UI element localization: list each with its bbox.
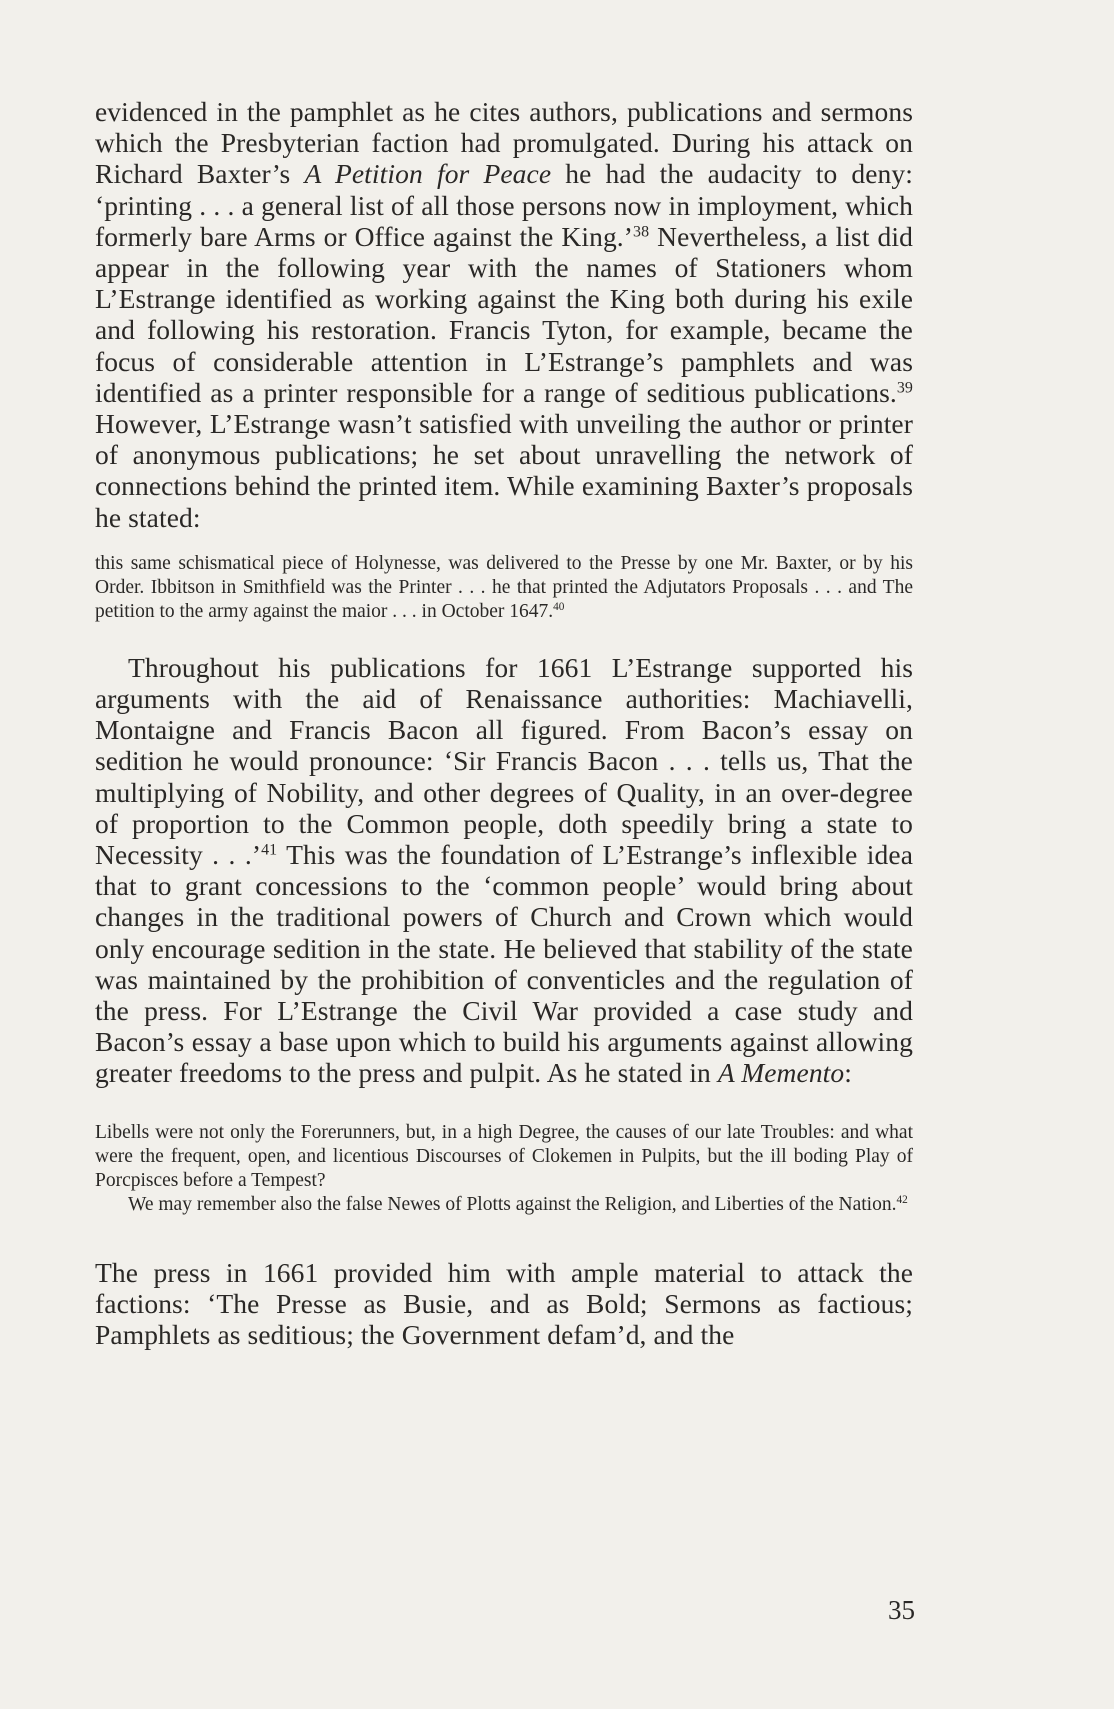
title-a-memento: A Memento	[717, 1057, 845, 1089]
block-quote-1-text: this same schismatical piece of Holynesse, was delivered to the Presse by one Mr. Baxter, or by his Order. Ibbitson in Smithfield was the Printer . . . he that printed the Adjutators Proposals . . . and The petition to the army against the maior . . . in October 1647.	[95, 552, 913, 622]
footnote-ref-39: 39	[896, 379, 913, 397]
paragraph-3	[95, 1257, 913, 1351]
block-quote-2	[95, 1121, 913, 1193]
paragraph-1	[95, 96, 913, 533]
footnote-ref-40: 40	[553, 601, 565, 614]
block-quote-2-continued	[95, 1193, 913, 1217]
block-quote-2-text-a: Libells were not only the Forerunners, but, in a high Degree, the causes of our late Troubles: and what were the frequent, open, and licentious Discourses of Clokemen in Pulpits, but the ill boding Play of Porcpisces before a Tempest?	[95, 1121, 913, 1191]
paragraph-1-text-a: evidenced in the pamphlet as he cites authors, publications and sermons which the Presbyterian faction had promulgated. During his attack on Richard Baxter’s	[95, 96, 913, 190]
paragraph-2-text-c: :	[844, 1057, 853, 1089]
paragraph-1-text-c: Nevertheless, a list did appear in the following year with the names of Stationers whom L’Estrange identified as working against the King both during his exile and following his restoration. Francis Tyton, for example, became the focus of considerable attention in L’Estrange’s pamphlets and was identified as a printer responsible for a range of seditious publications.	[95, 220, 913, 408]
page-number: 35	[888, 1595, 915, 1625]
paragraph-2-text-a: Throughout his publications for 1661 L’Estrange supported his arguments with the aid of Renaissance authorities: Machiavelli, Montaigne and Francis Bacon all figured. From Bacon’s essay on sedition he would pronounce: ‘Sir Francis Bacon . . . tells us, That the multiplying of Nobility, and other degrees of Quality, in an over-degree of proportion to the Common people, doth speedily bring a state to Necessity . . .’	[95, 651, 913, 871]
block-quote-2-text-b: We may remember also the false Newes of Plotts against the Religion, and Liberties of the Nation.	[128, 1193, 897, 1215]
footnote-ref-41: 41	[261, 841, 278, 859]
title-a-petition-for-peace: A Petition for Peace	[304, 158, 552, 190]
paragraph-3-text: The press in 1661 provided him with ample material to attack the factions: ‘The Presse as Busie, and as Bold; Sermons as factious; Pamphlets as seditious; the Government defam’d, and the	[95, 1256, 913, 1351]
paragraph-1-text-b: he had the audacity to deny: ‘printing . . . a general list of all those persons now in imployment, which formerly bare Arms or Office against the King.’	[95, 158, 914, 252]
paragraph-2-text-b: This was the foundation of L’Estrange’s inflexible idea that to grant concessions to the ‘common people’ would bring about changes in the traditional powers of Church and Crown which would only encourage sedition in the state. He believed that stability of the state was maintained by the prohibition of conventicles and the regulation of the press. For L’Estrange the Civil War provided a case study and Bacon’s essay a base upon which to build his arguments against allowing greater freedoms to the press and pulpit. As he stated in	[95, 839, 913, 1089]
footnote-ref-42: 42	[896, 1193, 908, 1206]
paragraph-2	[95, 652, 913, 1089]
page-body	[95, 96, 913, 1350]
footnote-ref-38: 38	[633, 223, 650, 241]
paragraph-1-text-d: However, L’Estrange wasn’t satisfied with unveiling the author or printer of anonymous publications; he set about unravelling the network of connections behind the printed item. While examining Baxter’s proposals he stated:	[95, 408, 913, 533]
block-quote-1	[95, 552, 913, 624]
